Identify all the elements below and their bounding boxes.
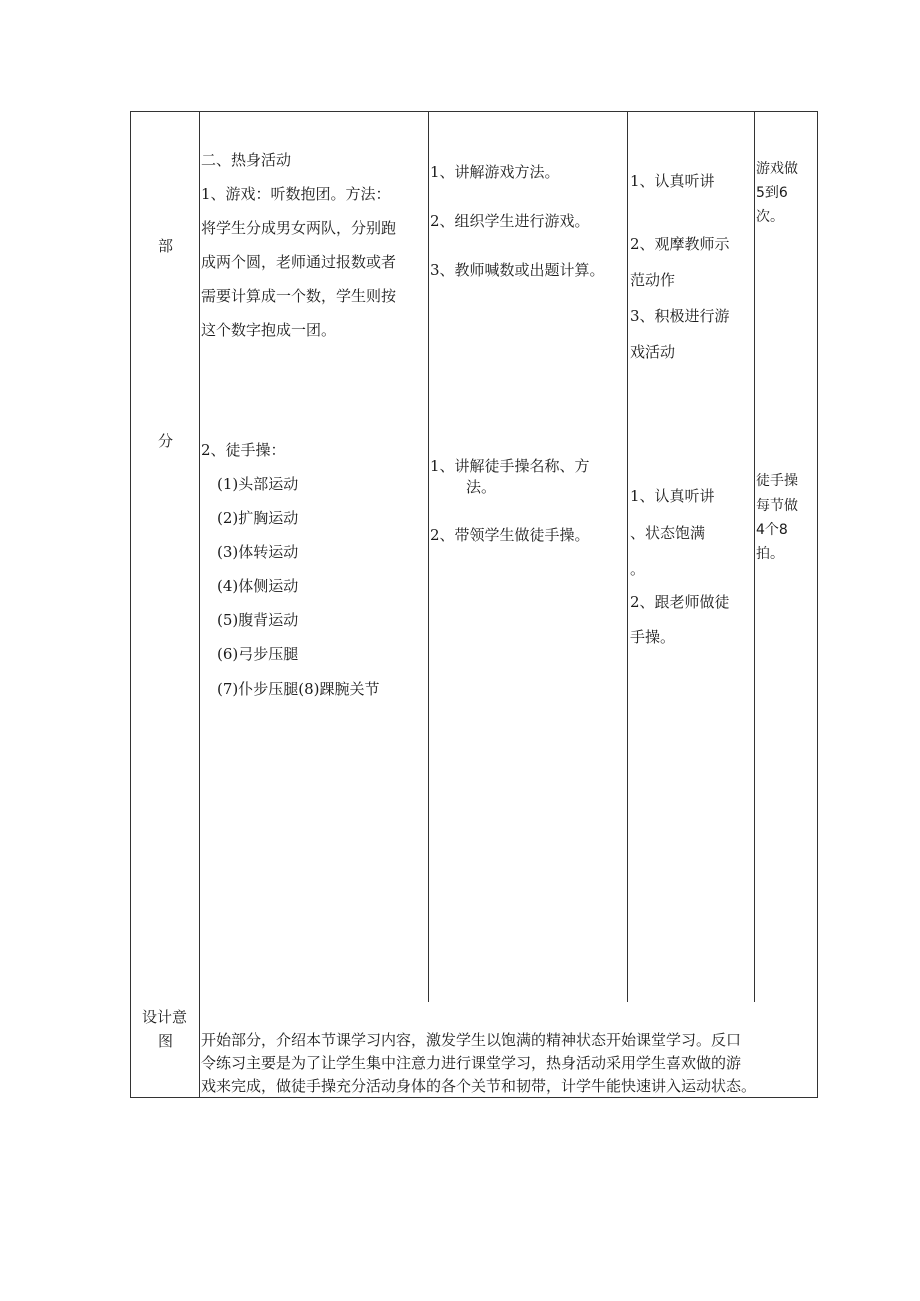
game-line-3: 成两个圆，老师通过报数或者 [201,253,397,271]
amount-exercise-3: 4个8 [756,522,788,538]
section-label-char-1: 部 [158,237,174,255]
student-game-3: 范动作 [630,271,676,289]
student-game-5: 戏活动 [630,343,676,361]
design-intent-line-1: 开始部分，介绍本节课学习内容，激发学生以饱满的精神状态开始课堂学习。反口 [201,1031,742,1049]
exercise-item-3: (3)体转运动 [217,543,299,561]
exercise-item-5: (5)腹背运动 [217,611,299,629]
design-intent-line-3: 戏来完成，做徒手操充分活动身体的各个关节和韧带，计学牛能快速讲入运动状态。 [201,1077,757,1095]
teacher-exercise-1: 1、讲解徒手操名称、方 [430,457,590,475]
student-exercise-5: 手操。 [630,628,676,646]
table-top-border [131,111,818,112]
student-game-2: 2、观摩教师示 [630,235,730,253]
table-left-border [130,111,131,1098]
exercise-item-1: (1)头部运动 [217,475,299,493]
student-exercise-3: 。 [630,560,646,578]
amount-game-2: 5到6 [756,185,788,201]
table-bottom-border [131,1097,818,1098]
exercise-item-6: (6)弓步压腿 [217,645,299,663]
design-intent-label-line-1: 设计意 [142,1008,188,1026]
amount-exercise-2: 每节做 [756,498,798,514]
col-divider-1 [199,111,200,1098]
exercise-item-7: (7)仆步压腿(8)踝腕关节 [217,680,380,698]
amount-game-3: 次。 [756,209,784,225]
game-line-4: 需要计算成一个数，学生则按 [201,287,397,305]
game-line-1: 1、游戏：听数抱团。方法： [201,185,391,203]
col-divider-3 [627,111,628,1002]
teacher-game-2: 2、组织学生进行游戏。 [430,212,590,230]
section-label-char-2: 分 [158,432,174,450]
game-line-5: 这个数字抱成一团。 [201,321,337,339]
teacher-game-1: 1、讲解游戏方法。 [430,163,560,181]
table-right-border [817,111,818,1098]
exercise-item-2: (2)扩胸运动 [217,509,299,527]
teacher-exercise-1-cont: 法。 [466,478,497,496]
student-exercise-2: 、状态饱满 [630,524,706,542]
student-game-4: 3、积极进行游 [630,307,730,325]
design-intent-label-line-2: 图 [158,1032,174,1050]
col-divider-4 [754,111,755,1002]
exercise-item-4: (4)体侧运动 [217,577,299,595]
amount-exercise-4: 拍。 [756,546,784,562]
amount-game-1: 游戏做 [756,161,798,177]
student-game-1: 1、认真听讲 [630,172,715,190]
student-exercise-4: 2、跟老师做徒 [630,593,730,611]
student-exercise-1: 1、认真听讲 [630,487,715,505]
teacher-game-3: 3、教师喊数或出题计算。 [430,261,605,279]
warmup-title: 二、热身活动 [201,151,292,169]
amount-exercise-1: 徒手操 [756,473,798,489]
design-intent-line-2: 令练习主要是为了让学生集中注意力进行课堂学习，热身活动采用学生喜欢做的游 [201,1054,742,1072]
exercise-title: 2、徒手操： [201,441,286,459]
game-line-2: 将学生分成男女两队，分别跑 [201,219,397,237]
teacher-exercise-2: 2、带领学生做徒手操。 [430,526,590,544]
col-divider-2 [428,111,429,1002]
